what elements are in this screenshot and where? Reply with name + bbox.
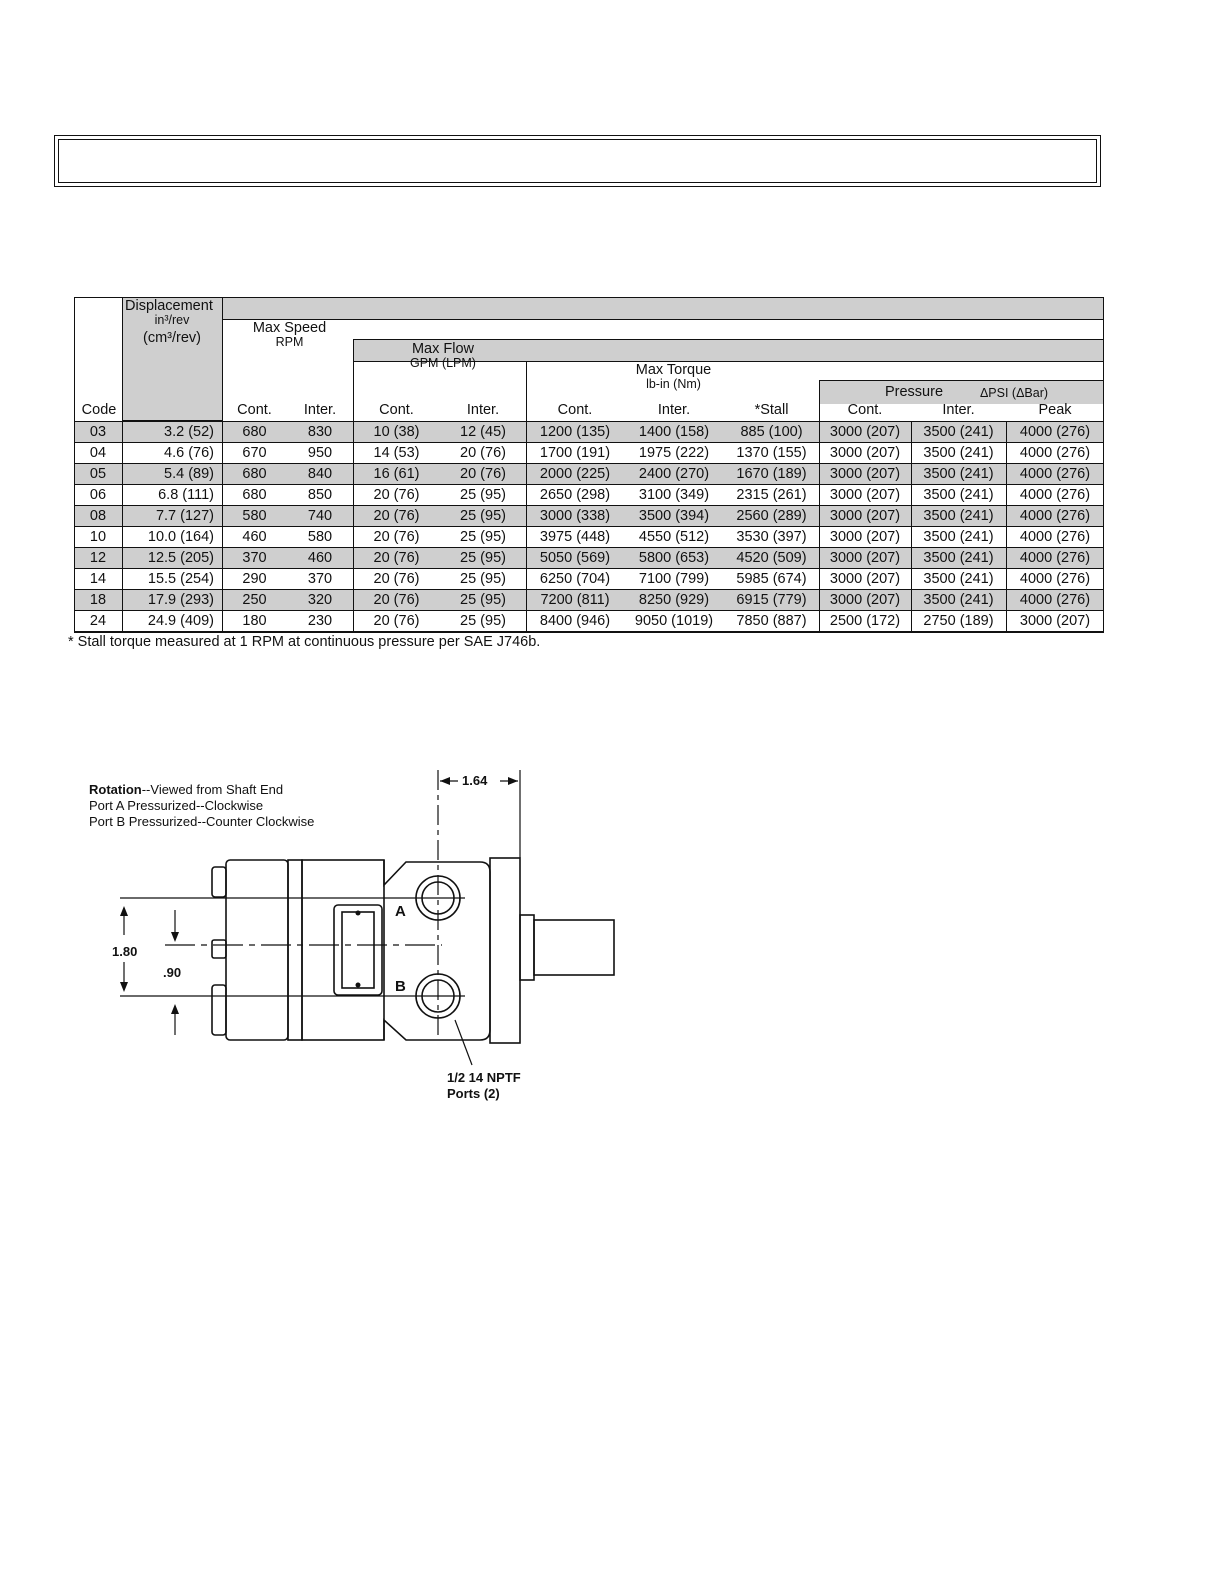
cell-spd-c: 580 bbox=[242, 508, 267, 524]
cell-spd-c: 290 bbox=[242, 571, 267, 587]
cell-disp: 15.5 (254) bbox=[147, 571, 214, 587]
cell-tq-i: 8250 (929) bbox=[638, 592, 710, 608]
cell-p-i: 3500 (241) bbox=[923, 529, 994, 545]
cell-disp: 4.6 (76) bbox=[164, 445, 214, 461]
cell-flow-i: 25 (95) bbox=[460, 529, 506, 545]
cell-p-c: 3000 (207) bbox=[829, 487, 901, 503]
cell-p-c: 2500 (172) bbox=[829, 613, 901, 629]
cell-code: 08 bbox=[89, 508, 107, 524]
cell-spd-i: 460 bbox=[307, 550, 333, 566]
cell-code: 24 bbox=[89, 613, 107, 629]
cell-tq-c: 8400 (946) bbox=[539, 613, 611, 629]
cell-p-i: 3500 (241) bbox=[923, 592, 994, 608]
cell-p-c: 3000 (207) bbox=[829, 529, 901, 545]
cell-tq-i: 9050 (1019) bbox=[634, 613, 714, 629]
cell-spd-c: 370 bbox=[242, 550, 267, 566]
header-code: Code bbox=[81, 402, 117, 418]
cell-code: 06 bbox=[89, 487, 107, 503]
cell-code: 14 bbox=[89, 571, 107, 587]
header-speed-inter: Inter. bbox=[303, 402, 337, 418]
cell-flow-c: 20 (76) bbox=[373, 571, 420, 587]
cell-tq-s: 6915 (779) bbox=[736, 592, 807, 608]
cell-flow-i: 25 (95) bbox=[460, 487, 506, 503]
header-max-speed-unit: RPM bbox=[275, 335, 304, 349]
header-pressure: Pressure bbox=[884, 384, 944, 400]
header-torque-cont: Cont. bbox=[557, 402, 593, 418]
cell-tq-s: 3530 (397) bbox=[736, 529, 807, 545]
cell-p-i: 3500 (241) bbox=[923, 424, 994, 440]
cell-spd-c: 180 bbox=[242, 613, 267, 629]
cell-tq-s: 4520 (509) bbox=[736, 550, 807, 566]
dim-1-64-label: 1.64 bbox=[462, 773, 488, 788]
cell-tq-s: 2315 (261) bbox=[736, 487, 807, 503]
cell-disp: 24.9 (409) bbox=[147, 613, 214, 629]
cell-spd-c: 670 bbox=[242, 445, 267, 461]
cell-flow-c: 14 (53) bbox=[373, 445, 420, 461]
ports-line2: Ports (2) bbox=[447, 1086, 500, 1101]
cell-p-p: 4000 (276) bbox=[1019, 424, 1091, 440]
cell-code: 10 bbox=[89, 529, 107, 545]
cell-flow-c: 10 (38) bbox=[373, 424, 420, 440]
cell-p-p: 4000 (276) bbox=[1019, 571, 1091, 587]
cell-spd-c: 680 bbox=[242, 487, 267, 503]
cell-flow-c: 20 (76) bbox=[373, 613, 420, 629]
cell-p-p: 3000 (207) bbox=[1019, 613, 1091, 629]
cell-flow-i: 25 (95) bbox=[460, 571, 506, 587]
cell-tq-i: 3500 (394) bbox=[638, 508, 710, 524]
dim-1-80-label: 1.80 bbox=[112, 944, 138, 959]
cell-flow-c: 20 (76) bbox=[373, 592, 420, 608]
cell-disp: 5.4 (89) bbox=[164, 466, 214, 482]
port-b-label: B bbox=[395, 978, 406, 995]
cell-code: 04 bbox=[89, 445, 107, 461]
cell-p-i: 3500 (241) bbox=[923, 508, 994, 524]
cell-tq-s: 7850 (887) bbox=[736, 613, 807, 629]
header-max-flow-label: Max Flow bbox=[411, 341, 475, 357]
cell-flow-i: 25 (95) bbox=[460, 613, 506, 629]
cell-tq-i: 1400 (158) bbox=[638, 424, 710, 440]
cell-flow-c: 20 (76) bbox=[373, 487, 420, 503]
cell-code: 12 bbox=[89, 550, 107, 566]
ports-note bbox=[447, 1070, 521, 1102]
header-displacement: Displacement bbox=[125, 298, 213, 314]
cell-spd-i: 950 bbox=[307, 445, 333, 461]
cell-flow-i: 25 (95) bbox=[460, 550, 506, 566]
cell-p-i: 3500 (241) bbox=[923, 487, 994, 503]
header-flow-inter: Inter. bbox=[466, 402, 500, 418]
cell-flow-c: 20 (76) bbox=[373, 529, 420, 545]
cell-spd-i: 740 bbox=[307, 508, 333, 524]
cell-tq-c: 2000 (225) bbox=[539, 466, 611, 482]
cell-spd-c: 460 bbox=[242, 529, 267, 545]
cell-code: 05 bbox=[89, 466, 107, 482]
cell-disp: 12.5 (205) bbox=[147, 550, 214, 566]
header-pressure-cont: Cont. bbox=[847, 402, 883, 418]
cell-p-i: 3500 (241) bbox=[923, 571, 994, 587]
header-max-torque-unit: lb-in (Nm) bbox=[646, 377, 701, 391]
cell-tq-i: 2400 (270) bbox=[638, 466, 710, 482]
cell-flow-i: 25 (95) bbox=[460, 592, 506, 608]
cell-p-i: 2750 (189) bbox=[923, 613, 994, 629]
cell-spd-i: 840 bbox=[307, 466, 333, 482]
cell-code: 03 bbox=[89, 424, 107, 440]
header-max-speed-label: Max Speed bbox=[252, 320, 327, 336]
cell-p-p: 4000 (276) bbox=[1019, 487, 1091, 503]
cell-disp: 10.0 (164) bbox=[147, 529, 214, 545]
rotation-text: --Viewed from Shaft End bbox=[141, 782, 284, 797]
cell-tq-s: 1670 (189) bbox=[736, 466, 807, 482]
rotation-label: Rotation bbox=[89, 782, 142, 797]
cell-tq-i: 7100 (799) bbox=[638, 571, 710, 587]
header-pressure-unit: ΔPSI (ΔBar) bbox=[979, 386, 1049, 400]
cell-spd-c: 250 bbox=[242, 592, 267, 608]
cell-spd-i: 580 bbox=[307, 529, 333, 545]
cell-tq-i: 4550 (512) bbox=[638, 529, 710, 545]
cell-p-c: 3000 (207) bbox=[829, 424, 901, 440]
cell-p-i: 3500 (241) bbox=[923, 466, 994, 482]
cell-tq-c: 7200 (811) bbox=[540, 592, 610, 608]
header-speed-cont: Cont. bbox=[237, 402, 272, 418]
cell-disp: 7.7 (127) bbox=[155, 508, 214, 524]
cell-p-c: 3000 (207) bbox=[829, 571, 901, 587]
cell-spd-i: 230 bbox=[307, 613, 333, 629]
cell-spd-c: 680 bbox=[242, 466, 267, 482]
cell-spd-i: 830 bbox=[307, 424, 333, 440]
cell-p-p: 4000 (276) bbox=[1019, 466, 1091, 482]
cell-flow-c: 20 (76) bbox=[373, 550, 420, 566]
ports-line1: 1/2 14 NPTF bbox=[447, 1070, 521, 1085]
cell-tq-c: 1200 (135) bbox=[539, 424, 611, 440]
cell-flow-i: 20 (76) bbox=[460, 445, 506, 461]
cell-p-c: 3000 (207) bbox=[829, 592, 901, 608]
cell-tq-c: 3000 (338) bbox=[539, 508, 611, 524]
cell-tq-c: 3975 (448) bbox=[539, 529, 611, 545]
cell-disp: 3.2 (52) bbox=[164, 424, 214, 440]
header-pressure-inter: Inter. bbox=[942, 402, 975, 418]
header-displacement-unit2: (cm³/rev) bbox=[143, 330, 201, 346]
cell-tq-s: 1370 (155) bbox=[736, 445, 807, 461]
cell-tq-i: 5800 (653) bbox=[638, 550, 710, 566]
cell-tq-c: 5050 (569) bbox=[539, 550, 611, 566]
cell-tq-s: 885 (100) bbox=[740, 424, 803, 440]
header-displacement-unit1: in³/rev bbox=[154, 313, 190, 327]
cell-tq-s: 2560 (289) bbox=[736, 508, 807, 524]
header-max-flow-unit: GPM (LPM) bbox=[410, 356, 476, 370]
cell-flow-c: 16 (61) bbox=[373, 466, 420, 482]
dim-0-90-label: .90 bbox=[163, 965, 182, 980]
cell-flow-i: 20 (76) bbox=[460, 466, 506, 482]
cell-spd-i: 320 bbox=[307, 592, 333, 608]
table-footnote: * Stall torque measured at 1 RPM at continuous pressure per SAE J746b. bbox=[68, 634, 541, 650]
cell-disp: 17.9 (293) bbox=[147, 592, 214, 608]
header-flow-cont: Cont. bbox=[379, 402, 414, 418]
cell-p-p: 4000 (276) bbox=[1019, 508, 1091, 524]
cell-p-p: 4000 (276) bbox=[1019, 550, 1091, 566]
cell-p-c: 3000 (207) bbox=[829, 466, 901, 482]
cell-flow-i: 25 (95) bbox=[460, 508, 506, 524]
cell-code: 18 bbox=[89, 592, 107, 608]
cell-disp: 6.8 (111) bbox=[158, 487, 214, 503]
cell-p-p: 4000 (276) bbox=[1019, 529, 1091, 545]
cell-p-i: 3500 (241) bbox=[923, 550, 994, 566]
cell-p-c: 3000 (207) bbox=[829, 445, 901, 461]
header-max-torque-label: Max Torque bbox=[635, 362, 712, 378]
port-a-line: Port A Pressurized--Clockwise bbox=[89, 798, 264, 813]
cell-tq-i: 1975 (222) bbox=[638, 445, 710, 461]
header-torque-inter: Inter. bbox=[657, 402, 691, 418]
cell-p-p: 4000 (276) bbox=[1019, 445, 1091, 461]
cell-flow-c: 20 (76) bbox=[373, 508, 420, 524]
cell-tq-c: 2650 (298) bbox=[539, 487, 611, 503]
cell-flow-i: 12 (45) bbox=[460, 424, 506, 440]
cell-tq-c: 1700 (191) bbox=[539, 445, 611, 461]
cell-spd-c: 680 bbox=[242, 424, 267, 440]
port-a-label: A bbox=[395, 903, 406, 920]
cell-spd-i: 850 bbox=[307, 487, 333, 503]
cell-p-p: 4000 (276) bbox=[1019, 592, 1091, 608]
cell-p-i: 3500 (241) bbox=[923, 445, 994, 461]
cell-tq-s: 5985 (674) bbox=[736, 571, 807, 587]
cell-p-c: 3000 (207) bbox=[829, 508, 901, 524]
port-b-line: Port B Pressurized--Counter Clockwise bbox=[89, 814, 315, 829]
header-pressure-peak: Peak bbox=[1038, 402, 1072, 418]
cell-tq-i: 3100 (349) bbox=[638, 487, 710, 503]
header-torque-stall: *Stall bbox=[754, 402, 789, 418]
cell-p-c: 3000 (207) bbox=[829, 550, 901, 566]
cell-tq-c: 6250 (704) bbox=[539, 571, 611, 587]
cell-spd-i: 370 bbox=[307, 571, 333, 587]
